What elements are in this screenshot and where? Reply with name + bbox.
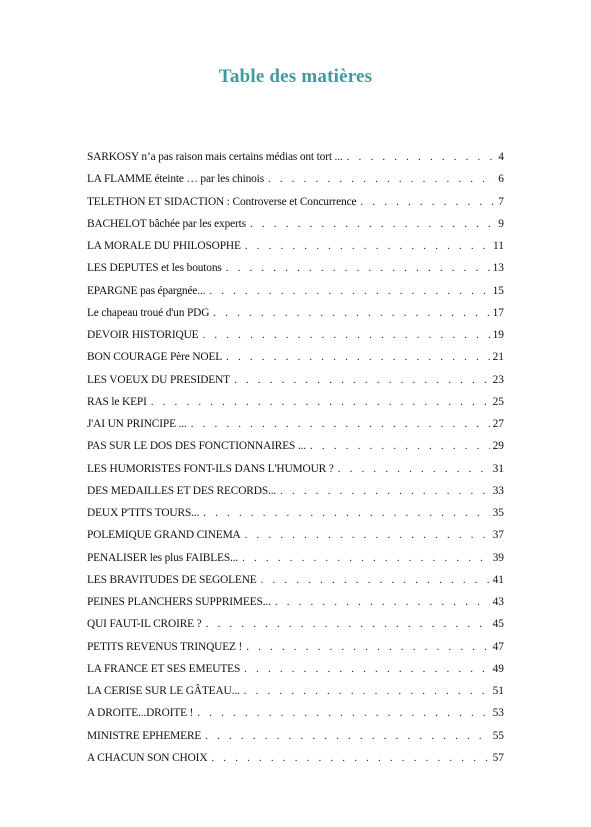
toc-entry-label: LES DEPUTES et les boutons <box>87 262 222 275</box>
toc-entry[interactable] <box>87 591 504 613</box>
dot-leader <box>338 458 490 480</box>
toc-entry-label: LA CERISE SUR LE GÂTEAU... <box>87 685 240 697</box>
dot-leader <box>151 391 490 413</box>
dot-leader <box>360 191 495 213</box>
toc-entry[interactable] <box>87 547 504 569</box>
toc-entry[interactable] <box>87 502 504 524</box>
toc-entry-page-number: 4 <box>498 151 504 163</box>
toc-entry-label: PEINES PLANCHERS SUPPRIMEES... <box>87 596 271 608</box>
toc-entry-page-number: 19 <box>492 329 504 341</box>
toc-entry-page-number: 29 <box>492 440 504 453</box>
dot-leader <box>347 146 496 168</box>
toc-entry-label: A DROITE...DROITE ! <box>87 707 194 720</box>
dot-leader <box>234 369 490 391</box>
toc-entry[interactable] <box>87 680 504 702</box>
toc-entry[interactable] <box>87 435 504 457</box>
dot-leader <box>203 502 489 524</box>
toc-entry-page-number: 9 <box>498 217 504 230</box>
toc-entry[interactable] <box>87 636 504 658</box>
dot-leader <box>209 280 489 302</box>
toc-entry-label: LES VOEUX DU PRESIDENT <box>87 373 230 386</box>
toc-entry-label: SARKOSY n’a pas raison mais certains médias ont tort ... <box>87 151 343 163</box>
toc-entry[interactable] <box>87 280 504 302</box>
toc-entry-label: DES MEDAILLES ET DES RECORDS... <box>87 484 277 497</box>
toc-entry-page-number: 57 <box>492 751 504 764</box>
toc-entry-page-number: 6 <box>498 173 504 186</box>
dot-leader <box>205 725 489 747</box>
dot-leader <box>310 435 490 457</box>
toc-entry-label: PETITS REVENUS TRINQUEZ ! <box>87 640 243 653</box>
toc-entry[interactable] <box>87 191 504 213</box>
toc-entry[interactable] <box>87 613 504 635</box>
toc-entry-page-number: 7 <box>498 195 504 208</box>
dot-leader <box>244 680 490 702</box>
toc-entry[interactable] <box>87 391 504 413</box>
toc-entry-label: LES BRAVITUDES DE SEGOLENE <box>87 573 257 586</box>
toc-entry-page-number: 37 <box>492 529 504 542</box>
toc-entry-page-number: 11 <box>493 240 504 252</box>
toc-entry[interactable] <box>87 346 504 368</box>
toc-entry-page-number: 21 <box>492 351 504 364</box>
toc-entry-label: BACHELOT bâchée par les experts <box>87 217 246 230</box>
dot-leader <box>275 591 490 613</box>
toc-entry-page-number: 41 <box>492 573 504 586</box>
toc-entry-label: Le chapeau troué d'un PDG <box>87 306 210 319</box>
toc-entry[interactable] <box>87 146 504 168</box>
dot-leader <box>213 302 489 324</box>
toc-entry-label: EPARGNE pas épargnée... <box>87 284 206 297</box>
toc-entry-page-number: 35 <box>492 507 504 519</box>
toc-entry[interactable] <box>87 168 504 190</box>
toc-entry-label: LES HUMORISTES FONT-ILS DANS L'HUMOUR ? <box>87 462 334 475</box>
toc-entry-page-number: 45 <box>492 618 504 631</box>
toc-entry-label: DEVOIR HISTORIQUE <box>87 329 199 341</box>
toc-entry-page-number: 13 <box>492 262 504 275</box>
toc-entry-label: A CHACUN SON CHOIX <box>87 751 208 764</box>
toc-entry[interactable] <box>87 524 504 546</box>
dot-leader <box>242 547 489 569</box>
toc-entry[interactable] <box>87 458 504 480</box>
dot-leader <box>226 257 490 279</box>
toc-entry-page-number: 31 <box>492 462 504 475</box>
toc-entry-label: J'AI UN PRINCIPE ... <box>87 418 187 430</box>
toc-entry-label: PAS SUR LE DOS DES FONCTIONNAIRES ... <box>87 440 307 453</box>
toc-entry[interactable] <box>87 702 504 724</box>
dot-leader <box>226 346 490 368</box>
toc-entry[interactable] <box>87 235 504 257</box>
toc-entry-label: DEUX P'TITS TOURS... <box>87 507 200 519</box>
toc-entry-label: LA MORALE DU PHILOSOPHE <box>87 240 241 252</box>
toc-entry-label: LA FRANCE ET SES EMEUTES <box>87 662 241 675</box>
dot-leader <box>191 413 490 435</box>
toc-entry[interactable] <box>87 324 504 346</box>
toc-entry-page-number: 15 <box>492 284 504 297</box>
toc-entry-page-number: 17 <box>492 306 504 319</box>
toc-entry-label: PENALISER les plus FAIBLES... <box>87 551 239 564</box>
toc-entry-label: QUI FAUT-IL CROIRE ? <box>87 618 202 631</box>
dot-leader <box>280 480 490 502</box>
dot-leader <box>246 636 489 658</box>
toc-entry[interactable] <box>87 747 504 769</box>
dot-leader <box>268 168 495 190</box>
toc-entry-page-number: 43 <box>492 596 504 608</box>
toc-entry-page-number: 39 <box>492 551 504 564</box>
dot-leader <box>206 613 490 635</box>
toc-title: Table des matières <box>218 66 373 87</box>
dot-leader <box>250 213 495 235</box>
toc-entry[interactable] <box>87 725 504 747</box>
toc-entry[interactable] <box>87 658 504 680</box>
toc-entry-page-number: 55 <box>492 729 504 742</box>
toc-entry-page-number: 47 <box>492 640 504 653</box>
dot-leader <box>244 658 489 680</box>
dot-leader <box>197 702 489 724</box>
dot-leader <box>202 324 489 346</box>
toc-entry-label: MINISTRE EPHEMERE <box>87 729 202 742</box>
toc-entry-page-number: 33 <box>492 484 504 497</box>
toc-entry-label: LA FLAMME éteinte … par les chinois <box>87 173 264 186</box>
toc-entry[interactable] <box>87 369 504 391</box>
toc-entry-page-number: 49 <box>492 662 504 675</box>
toc-entry-page-number: 27 <box>492 418 504 430</box>
toc-entry-label: TELETHON ET SIDACTION : Controverse et Concurrence <box>87 195 357 208</box>
toc-entry[interactable] <box>87 569 504 591</box>
dot-leader <box>261 569 490 591</box>
toc-entry[interactable] <box>87 302 504 324</box>
toc-entry[interactable] <box>87 413 504 435</box>
dot-leader <box>245 235 490 257</box>
toc-entry-label: RAS le KEPI <box>87 395 147 408</box>
toc-entry-label: POLEMIQUE GRAND CINEMA <box>87 529 241 542</box>
dot-leader <box>245 524 490 546</box>
toc-entry-page-number: 25 <box>492 395 504 408</box>
toc-entry-page-number: 53 <box>492 707 504 720</box>
toc-entry-label: BON COURAGE Père NOEL <box>87 351 223 364</box>
toc-entry-page-number: 51 <box>492 685 504 697</box>
toc-list <box>87 146 504 769</box>
toc-entry[interactable] <box>87 257 504 279</box>
toc-entry-page-number: 23 <box>492 373 504 386</box>
toc-entry[interactable] <box>87 480 504 502</box>
toc-entry[interactable] <box>87 213 504 235</box>
dot-leader <box>211 747 489 769</box>
